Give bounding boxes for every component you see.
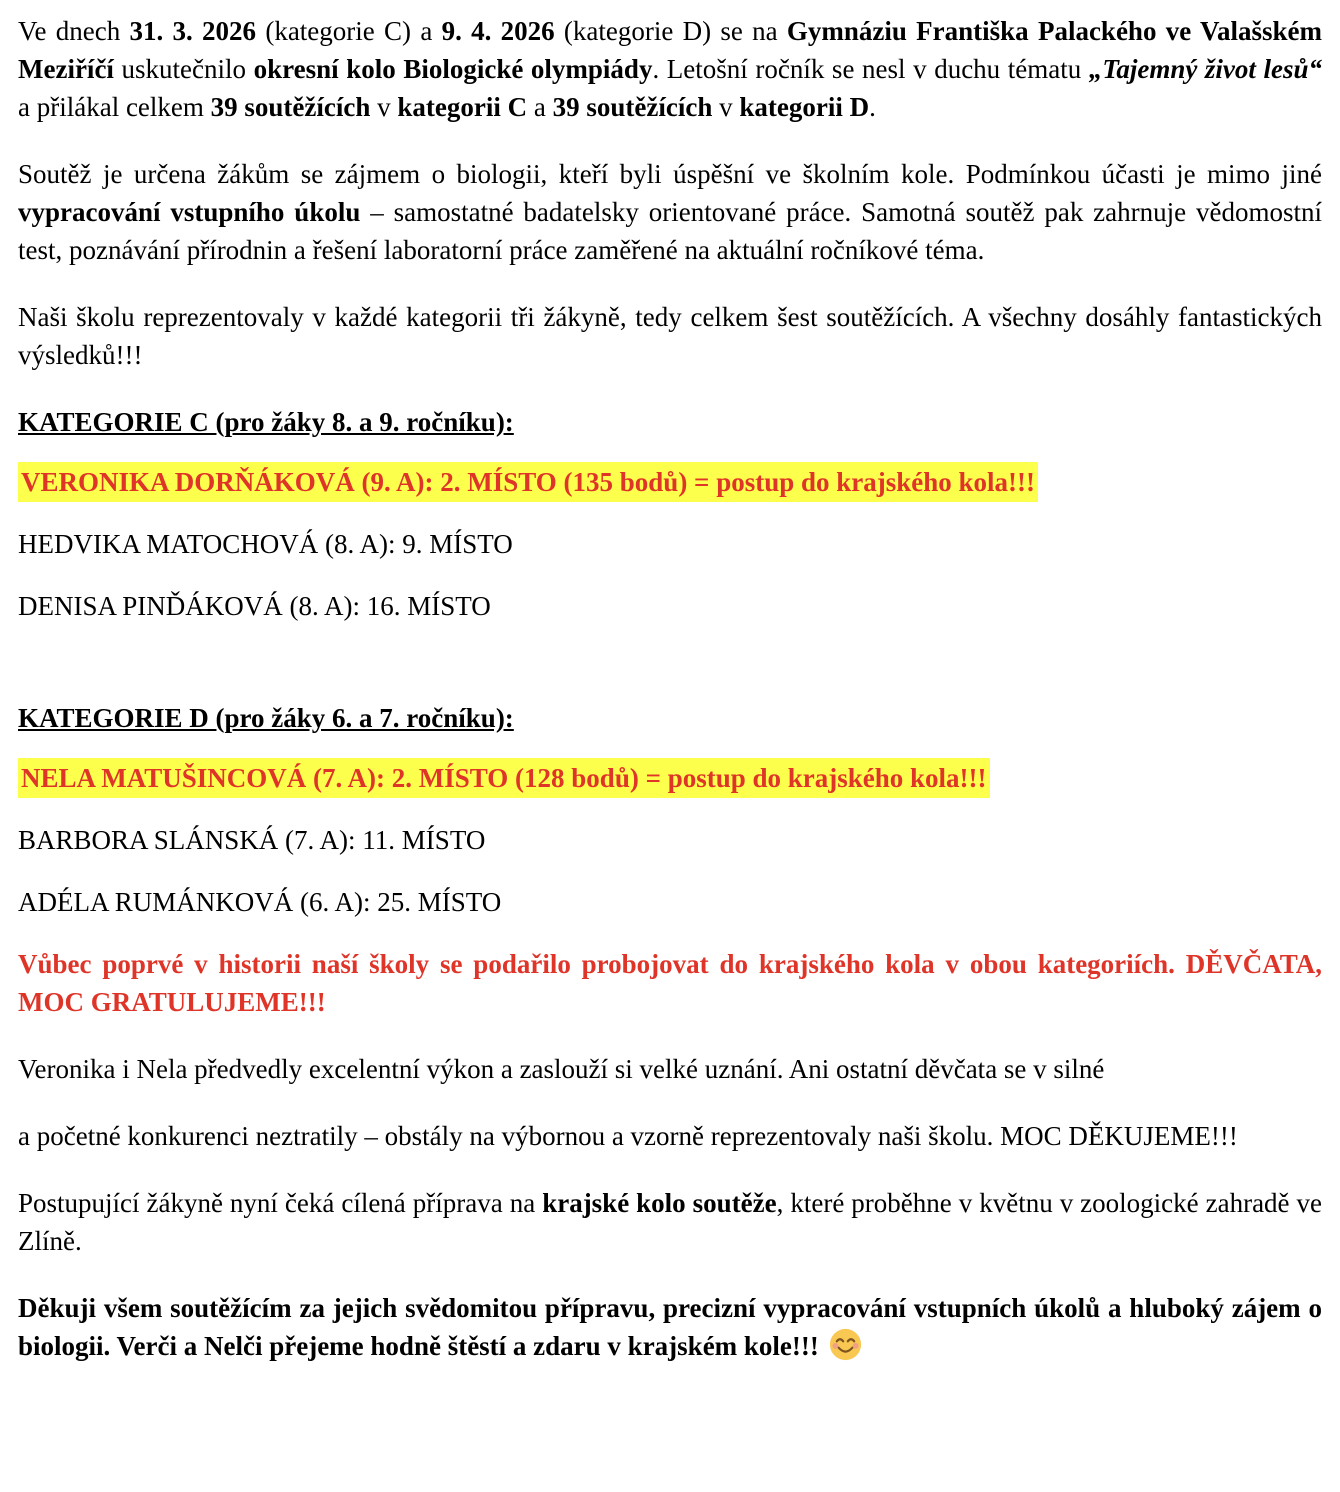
thanks-paragraph: Děkuji všem soutěžícím za jejich svědomitou přípravu, precizní vypracování vstupních úkolů a hluboký zájem o biologii. Verči a Nelči přejeme hodně štěstí a zdaru v krajském kole!!!	[18, 1293, 1322, 1361]
congratulations-paragraph: Vůbec poprvé v historii naší školy se podařilo probojovat do krajského kola v obou kategoriích. DĚVČATA, MOC GRATULUJEME!!!	[18, 949, 1322, 1017]
highlighted-winner-d-text: NELA MATUŠINCOVÁ (7. A): 2. MÍSTO (128 bodů) = postup do krajského kola!!!	[18, 758, 990, 798]
document-page	[18, 12, 1322, 1365]
competition-description-paragraph: Soutěž je určena žákům se zájmem o biologii, kteří byli úspěšní ve školním kole. Podmínkou účasti je mimo jiné vypracování vstupního úkolu – samostatné badatelsky orientované práce. Samotná soutěž pak zahrnuje vědomostní test, poznávání přírodnin a řešení laboratorní práce zaměřené na aktuální ročníkové téma.	[18, 159, 1322, 265]
praise-continuation-paragraph: a početné konkurenci neztratily – obstály na výbornou a vzorně reprezentovaly naši školu. MOC DĚKUJEME!!!	[18, 1121, 1238, 1151]
result-category-d-second: BARBORA SLÁNSKÁ (7. A): 11. MÍSTO	[18, 825, 486, 855]
result-category-d-third: ADÉLA RUMÁNKOVÁ (6. A): 25. MÍSTO	[18, 887, 502, 917]
category-d-heading: KATEGORIE D (pro žáky 6. a 7. ročníku):	[18, 703, 514, 733]
result-category-d-winner	[18, 759, 1322, 797]
result-category-c-second: HEDVIKA MATOCHOVÁ (8. A): 9. MÍSTO	[18, 529, 513, 559]
result-category-c-third: DENISA PINĎÁKOVÁ (8. A): 16. MÍSTO	[18, 591, 491, 621]
intro-paragraph: Ve dnech 31. 3. 2026 (kategorie C) a 9. 4. 2026 (kategorie D) se na Gymnáziu Františka Palackého ve Valašském Meziříčí uskutečnilo okresní kolo Biologické olympiády. Letošní ročník se nesl v duchu tématu „Tajemný život lesů“ a přilákal celkem 39 soutěžících v kategorii C a 39 soutěžících v kategorii D.	[18, 16, 1323, 122]
highlighted-winner-c-text: VERONIKA DORŇÁKOVÁ (9. A): 2. MÍSTO (135 bodů) = postup do krajského kola!!!	[18, 462, 1038, 502]
smiling-face-emoji	[829, 1328, 862, 1361]
result-category-c-winner	[18, 463, 1322, 501]
category-c-heading: KATEGORIE C (pro žáky 8. a 9. ročníku):	[18, 407, 514, 437]
blank-line-spacer	[18, 649, 1322, 699]
next-round-paragraph: Postupující žákyně nyní čeká cílená příprava na krajské kolo soutěže, které proběhne v květnu v zoologické zahradě ve Zlíně.	[18, 1188, 1323, 1256]
school-representation-paragraph: Naši školu reprezentovaly v každé kategorii tři žákyně, tedy celkem šest soutěžících. A všechny dosáhly fantastických výsledků!!!	[18, 302, 1322, 370]
praise-intro-paragraph: Veronika i Nela předvedly excelentní výkon a zaslouží si velké uznání. Ani ostatní děvčata se v silné	[18, 1054, 1105, 1084]
